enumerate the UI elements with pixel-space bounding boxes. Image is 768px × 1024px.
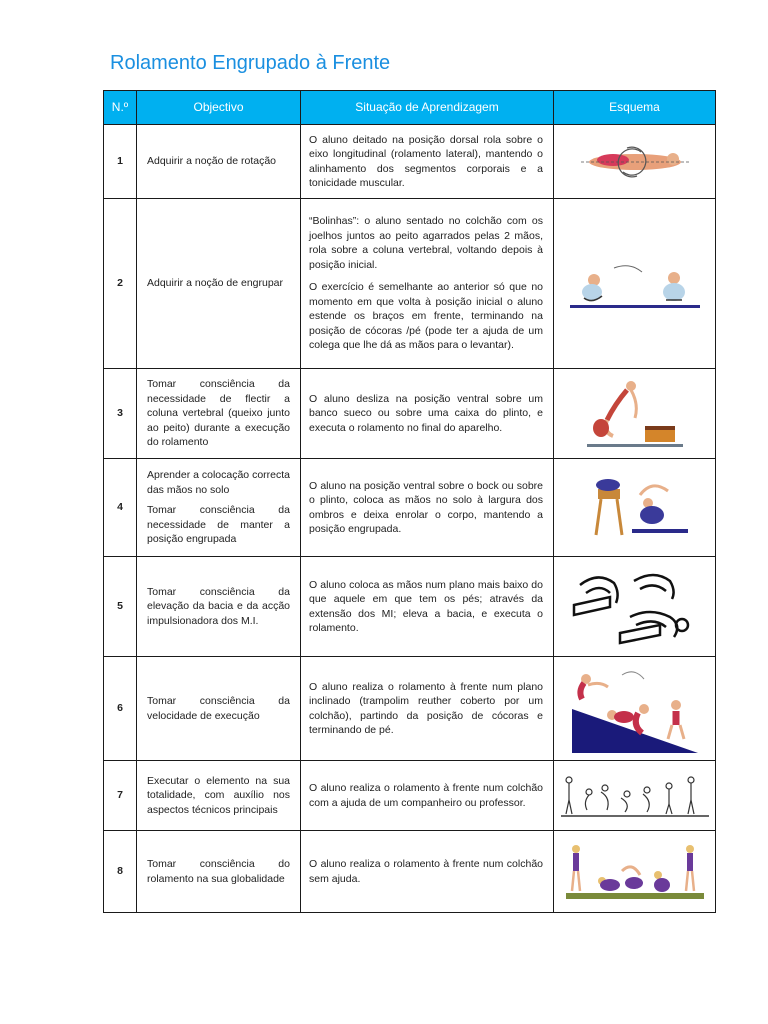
row-number: 2 bbox=[104, 199, 137, 369]
table-row bbox=[104, 761, 716, 831]
table-row bbox=[104, 125, 716, 199]
scheme-illustration-4 bbox=[554, 459, 716, 557]
header-num: N.º bbox=[104, 91, 137, 125]
scheme-illustration-7 bbox=[554, 761, 716, 831]
row-situation: O aluno deitado na posição dorsal rola sobre o eixo longitudinal (rolamento lateral), mantendo o alinhamento dos segmentos corporais e a tonicidade muscular. bbox=[301, 125, 554, 199]
header-objective: Objectivo bbox=[137, 91, 301, 125]
row-situation: O aluno coloca as mãos num plano mais baixo do que aquele em que tem os pés; através da extensão dos MI; eleva a bacia, e executa o rolamento. bbox=[301, 557, 554, 657]
row-number: 1 bbox=[104, 125, 137, 199]
scheme-illustration-6 bbox=[554, 657, 716, 761]
table-row bbox=[104, 557, 716, 657]
table-row bbox=[104, 657, 716, 761]
scheme-illustration-8 bbox=[554, 831, 716, 913]
header-scheme: Esquema bbox=[554, 91, 716, 125]
row-number: 6 bbox=[104, 657, 137, 761]
scheme-illustration-5 bbox=[554, 557, 716, 657]
row-objective: Executar o elemento na sua totalidade, com auxílio nos aspectos técnicos principais bbox=[137, 761, 301, 831]
row-number: 4 bbox=[104, 459, 137, 557]
exercise-table bbox=[103, 90, 716, 913]
row-objective: Aprender a colocação correcta das mãos no solo Tomar consciência da necessidade de manter a posição engrupada bbox=[137, 459, 301, 557]
row-situation: O aluno desliza na posição ventral sobre um banco sueco ou sobre uma caixa do plinto, e executa o rolamento no final do aparelho. bbox=[301, 369, 554, 459]
row-situation: O aluno realiza o rolamento à frente num colchão com a ajuda de um companheiro ou professor. bbox=[301, 761, 554, 831]
table-row bbox=[104, 831, 716, 913]
row-number: 8 bbox=[104, 831, 137, 913]
row-objective: Adquirir a noção de engrupar bbox=[137, 199, 301, 369]
row-number: 3 bbox=[104, 369, 137, 459]
row-situation: O aluno realiza o rolamento à frente num colchão sem ajuda. bbox=[301, 831, 554, 913]
row-number: 5 bbox=[104, 557, 137, 657]
row-situation: O aluno na posição ventral sobre o bock ou sobre o plinto, coloca as mãos no solo à largura dos ombros e deixa enrolar o corpo, mantendo a posição engrupada. bbox=[301, 459, 554, 557]
row-objective: Tomar consciência da elevação da bacia e da acção impulsionadora dos M.I. bbox=[137, 557, 301, 657]
row-situation: O aluno realiza o rolamento à frente num plano inclinado (trampolim reuther coberto por um colchão), partindo da posição de cócoras e terminando de pé. bbox=[301, 657, 554, 761]
row-objective: Tomar consciência da necessidade de flectir a coluna vertebral (queixo junto ao peito) durante a execução do rolamento bbox=[137, 369, 301, 459]
row-objective: Tomar consciência do rolamento na sua globalidade bbox=[137, 831, 301, 913]
row-objective: Adquirir a noção de rotação bbox=[137, 125, 301, 199]
table-row bbox=[104, 369, 716, 459]
scheme-illustration-2 bbox=[554, 199, 716, 369]
row-situation: “Bolinhas”: o aluno sentado no colchão com os joelhos juntos ao peito agarrados pelas 2 mãos, rola sobre a coluna vertebral, voltando depois à posição inicial. O exercício é semelhante ao anterior só que no momento em que volta à posição inicial o aluno estende os braços em frente, terminando na posição de cócoras /pé (pode ter a ajuda de um colega que lhe dá as mãos para o levantar). bbox=[301, 199, 554, 369]
row-objective: Tomar consciência da velocidade de execução bbox=[137, 657, 301, 761]
table-row bbox=[104, 459, 716, 557]
page-title: Rolamento Engrupado à Frente bbox=[110, 52, 391, 74]
scheme-illustration-3 bbox=[554, 369, 716, 459]
scheme-illustration-1 bbox=[554, 125, 716, 199]
row-number: 7 bbox=[104, 761, 137, 831]
header-situation: Situação de Aprendizagem bbox=[301, 91, 554, 125]
table-header-row bbox=[104, 91, 716, 125]
table-row bbox=[104, 199, 716, 369]
